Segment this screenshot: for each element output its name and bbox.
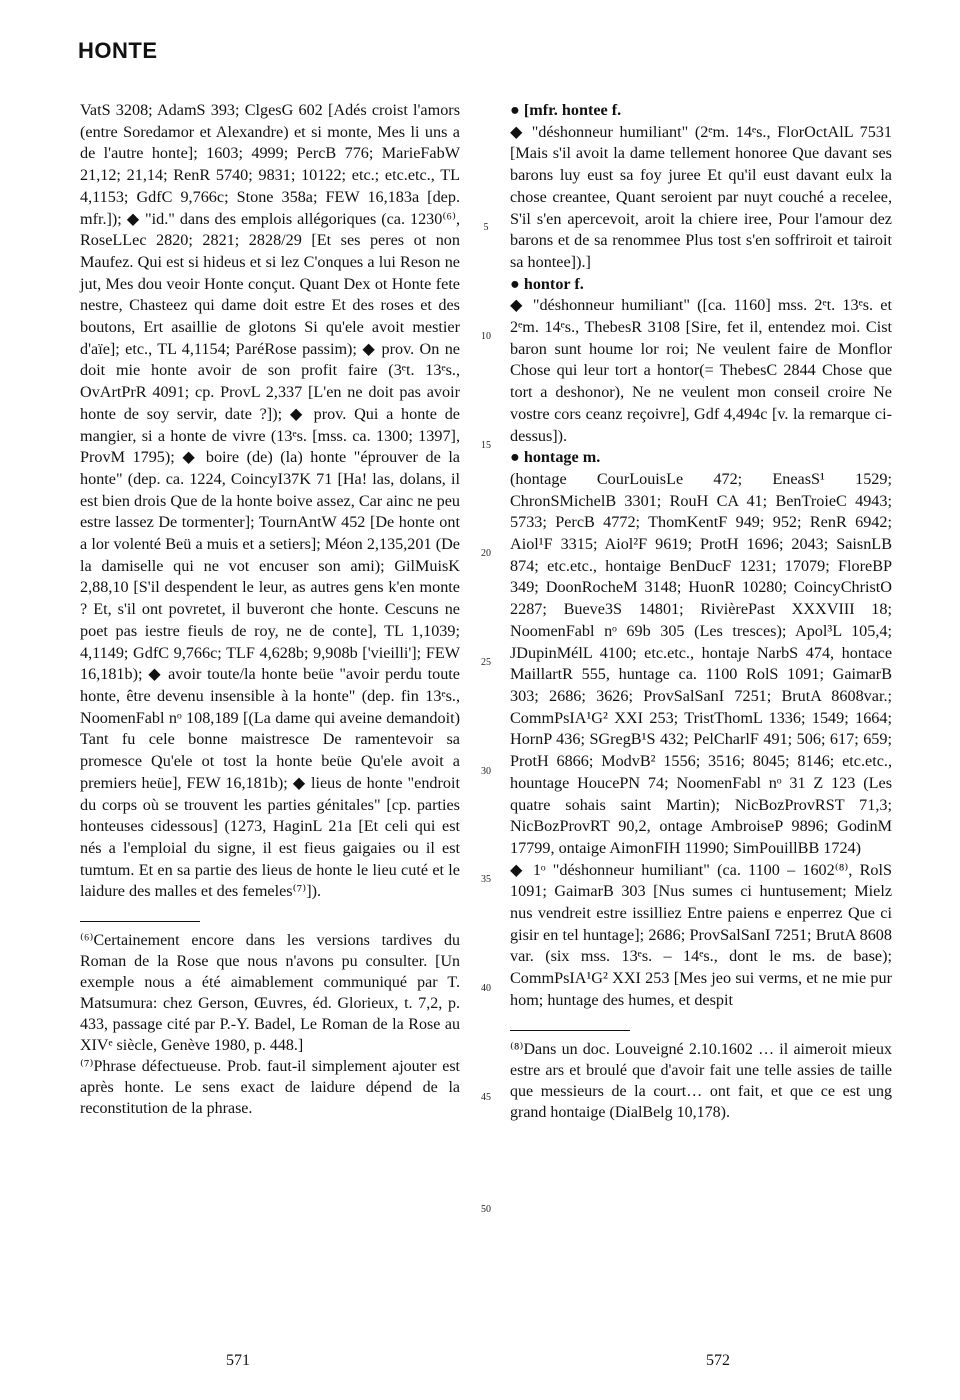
right-column — [510, 100, 892, 1123]
entry-forms-hontage: (hontage CourLouisLe 472; EneasS¹ 1529; ChronSMichelB 3301; RouH CA 41; BenTroieC 4943; 5733; PercB 4772; ThomKentF 949; 952; RenR 6942; Aiol¹F 3315; Aiol²F 9619; ProtH 1696; 2043; SaisnLB 874; etc.etc., hontaige BenDucF 1231; 17079; FloreBP 349; DoonRocheM 3148; HuonR 10280; CoincyChristO 2287; Bueve3S 14801; RivièrePast XXXVIII 18; NoomenFabl nᵒ 69b 305 (Les tresces); Apol³L 105,4; JDupinMélL 4100; etc.etc., hontaje NarbS 474, hontace MaillartR 555, huntage ca. 1100 RolS 1091; GaimarB 303; 2686; 3626; ProvSalSanI 7251; BrutA 8608var.; CommPsIA¹G² XXI 253; TristThomL 1336; 1549; 1664; HornP 436; SGregB¹S 432; PelCharlF 491; 506; 617; 659; ProtH 6866; ModvB² 1556; 3516; 8045; 8146; etc.etc., hountage HoucePN 74; NoomenFabl nᵒ 31 Z 123 (Les quatre sohais saint Martin); NicBozProvRST 71,3; NicBozProvRT 90,2, ontage AmbroiseP 9896; GodinM 17799, ontaige AimonFIH 11990; SimPouillBB 1724) — [510, 469, 892, 857]
page-number-left: 571 — [226, 1352, 250, 1369]
line-number: 10 — [481, 331, 491, 342]
line-number: 45 — [481, 1092, 491, 1103]
footnote-divider-right — [510, 1030, 630, 1031]
entry-head-hontee: ● [mfr. hontee f. — [510, 101, 622, 119]
footnote-6: ⁽⁶⁾Certainement encore dans les versions tardives du Roman de la Rose que nous n'avons pu consulter. [Un exemple nous a été aimablement communiqué par T. Matsumura: chez Gerson, Œuvres, éd. Glorieux, t. 7,2, p. 433, passage cité par P.-Y. Badel, Le Roman de la Rose au XIVᵉ siècle, Genève 1980, p. 448.] — [80, 932, 460, 1055]
line-number: 30 — [481, 766, 491, 777]
line-number: 35 — [481, 874, 491, 885]
line-number: 15 — [481, 440, 491, 451]
line-number: 50 — [481, 1204, 491, 1215]
footnote-7: ⁽⁷⁾Phrase défectueuse. Prob. faut-il simplement ajouter est après honte. Le sens exact de laidure dépend de la reconstitution de la phrase. — [80, 1058, 460, 1118]
entry-head-hontor: ● hontor f. — [510, 274, 584, 293]
footnote-divider-left — [80, 921, 200, 922]
line-number: 25 — [481, 657, 491, 668]
entry-sense-hontor: ◆ "déshonneur humiliant" ([ca. 1160] mss. 2ᵉt. 13ᵉs. et 2ᵉm. 14ᵉs., ThebesR 3108 [Sire, fet il, entendez moi. Cist baron sunt houme lor roi; Ne veulent faire de Monflor Chose qui leur tort a hontor(= ThebesC 2844 Chose que tort a deshonor), Ne ne veulent mon conseil croire Ne vostre cors ceanz reçoivre], Gdf 4,494c [v. la remarque ci-dessus]). — [510, 296, 892, 445]
entry-head-hontage: ● hontage m. — [510, 448, 601, 467]
line-number: 5 — [483, 222, 489, 233]
line-number: 40 — [481, 983, 491, 994]
footnote-8: ⁽⁸⁾Dans un doc. Louveigné 2.10.1602 … il aimeroit mieux estre ars et broulé que d'avoir fait une telle assies de taille que messieurs de la court… ont fait, et que ce est ung grand hontaige (DialBelg 10,178). — [510, 1040, 892, 1121]
page-number-right: 572 — [706, 1352, 730, 1369]
page-header-title: HONTE — [78, 38, 158, 63]
left-column — [80, 100, 460, 1119]
left-column-text: VatS 3208; AdamS 393; ClgesG 602 [Adés croist l'amors (entre Soredamor et Alexandre) et si monte, Mes li uns a de l'autre honte]; 1603; 4999; PercB 776; MarieFabW 21,12; 21,14; RenR 5740; 9831; 10122; etc.; etc.etc., TL 4,1153; GdfC 9,766c; Stone 358a; FEW 16,183a [dep. mfr.]); ◆ "id." dans des emplois allégoriques (ca. 1230⁽⁶⁾, RoseLLec 2820; 2821; 2828/29 [Et ses peres ot non Maufez. Qui est si hideus et si lez C'onques a lui Reson ne jut, Mes dou veoir Honte conçut. Quant Dex ot Honte fete nestre, Chasteez qui dame doit estre Et des roses et des boutons, Ert asaillie de glotons Si qu'ele avoit mestier d'aïe]; etc., TL 4,1154; ParéRose passim); ◆ prov. On ne doit mie honte avoir de son profit faire (3ᵉt. 13ᵉs., OvArtPrR 4091; cp. ProvL 2,337 [L'en ne doit pas avoir honte de soy servir, date ?]); ◆ prov. Qui a honte de mangier, si a honte de vivre (13ᵉs. [mss. ca. 1300; 1397], ProvM 1795); ◆ boire (de) (la) honte "éprouver de la honte" (dep. ca. 1224, CoincyI37K 71 [Ha! las, dolans, il est bien drois Que de la honte boive assez, Car ainc ne peu estre lassez De tormenter]; TournAntW 452 [De honte ont a lor volenté Beü a muis et a setiers]; Méon 2,135,201 (De la damiselle qui ne vot encuser son ami); GilMuisK 2,88,10 [S'il despendent le leur, as autres gens k'en monte ? Et, s'il ont povretet, il buveront che honte. Cescuns ne poet pas iestre fieuls de roy, ne de conte], TL 1,1039; 4,1149; GdfC 9,766c; TLF 4,628b; 9,908b ['vieilli']; FEW 16,181b); ◆ avoir toute/la honte beüe "avoir perdu toute honte, être devenu insensible à la honte" (dep. fin 13ᵉs., NoomenFabl nᵒ 108,189 [(La dame qui aveine demandoit) Tant fu cele bonne maistresce De ramentevoir sa promesce Qu'ele ot tost la honte beüe Qu'ele avoit a premiers heüe], FEW 16,181b); ◆ lieus de honte "endroit du corps où se trouvent les parties génitales" [cp. parties honteuses cidessous] (1273, HaginL 21a [Et celi qui est nés a l'emploial du signe, il est fieus gaigaies ou il est tumtum. Et en sa partie des lieus de honte le lieu cuté et le laidure des malles et des femeles⁽⁷⁾]). — [80, 101, 460, 901]
entry-sense-hontee: ◆ "déshonneur humiliant" (2ᵉm. 14ᵉs., FlorOctAlL 7531 [Mais s'il avoit la dame tellement honoree Que davant ses barons luy eust sa foy juree Et qu'il eust davant eulx la chose creantee, Quant seroient par nuyt couché a recelee, S'il s'en apercevoit, aroit la chiere iree, Pour l'amour dez barons et de sa renommee Plus tost s'en soffriroit et tairoit sa hontee]).] — [510, 122, 892, 271]
line-number: 20 — [481, 548, 491, 559]
entry-sense-hontage-1: ◆ 1ᵒ "déshonneur humiliant" (ca. 1100 – 1602⁽⁸⁾, RolS 1091; GaimarB 303 [Nus sumes ci huntusement; Mielz nus vendreit estre issilliez Entre paiens e enperrez Que ci gisir en tel huntage]; 2686; ProvSalSanI 7251; BrutA 8608 var. (six mss. 13ᵉs. – 14ᵉs., dont le ms. de base); CommPsIA¹G² XXI 253 [Mes jeo sui verms, et ne mie pur hom; huntage des humes, et despit — [510, 860, 892, 1009]
